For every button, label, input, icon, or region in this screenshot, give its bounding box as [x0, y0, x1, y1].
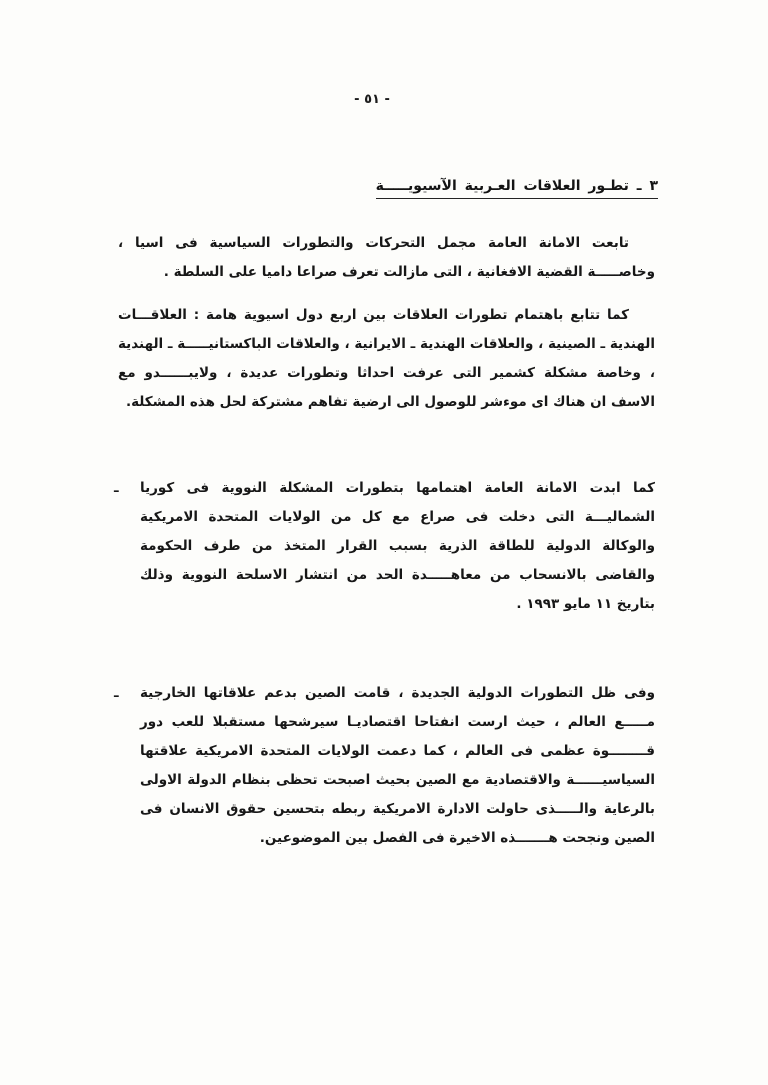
paragraph-3-text: كما ابدت الامانة العامة اهتمامها بتطورات المشكلة النووية فى كوريا الشماليـــة التى دخلت فى صراع مع كل من الولايات المتحدة الامريكية والوكالة الدولية للطاقة الذرية بسبب القرار المتخذ من طرف الحكومة والقاضى بالانسحاب من معاهـــــدة الحد من انتشار الاسلحة النووية وذلك بتاريخ ١١ مايو ١٩٩٣ . [140, 480, 655, 612]
page-number: - ٥١ - [354, 92, 390, 107]
paragraph-2-text: كما تتابع باهتمام تطورات العلاقات بين اربع دول اسيوية هامة : العلاقـــات الهندية ـ الصينية ، والعلاقات الهندية ـ الايرانية ، والعلاقات الباكستانيـــــة ـ الهندية ، وخاصة مشكلة كشمير التى عرفت احداثا وتطورات عديدة ، ولايبــــــدو مع الاسف ان هناك اى موءشر للوصول الى ارضية تفاهم مشتركة لحل هذه المشكلة. [118, 307, 655, 410]
paragraph-1-text: تابعت الامانة العامة مجمل التحركات والتطورات السياسية فى اسيا ، وخاصـــــة القضية الافغانية ، التى مازالت تعرف صراعا داميا على السلطة . [118, 235, 655, 280]
section-heading: ٣ ـ تطـور العلاقات العـربية الآسيويـــــة [376, 178, 658, 199]
paragraph-4-text: وفى ظل التطورات الدولية الجديدة ، قامت الصين بدعم علاقاتها الخارجية مـــــع العالم ، حيث ارست انفتاحا اقتصاديـا سيرشحها مستقبلا للعب دور قــــــــوة عظمى فى العالم ، كما دعمت الولايات المتحدة الامريكية علاقتها السياسيــــــة والاقتصادية مع الصين بحيث اصبحت تحظى بنظام الدولة الاولى بالرعاية والـــــذى حاولت الادارة الامريكية ربطه بتحسين حقوق الانسان فى الصين ونجحت هـــــــذه الاخيرة فى الفصل بين الموضوعين. [140, 685, 655, 846]
paragraph-4 [114, 679, 655, 853]
paragraph-2 [118, 301, 655, 417]
paragraph-3 [114, 474, 655, 619]
dash-bullet: ـ [114, 480, 119, 496]
dash-bullet: ـ [114, 685, 119, 701]
paragraph-1 [118, 229, 655, 287]
